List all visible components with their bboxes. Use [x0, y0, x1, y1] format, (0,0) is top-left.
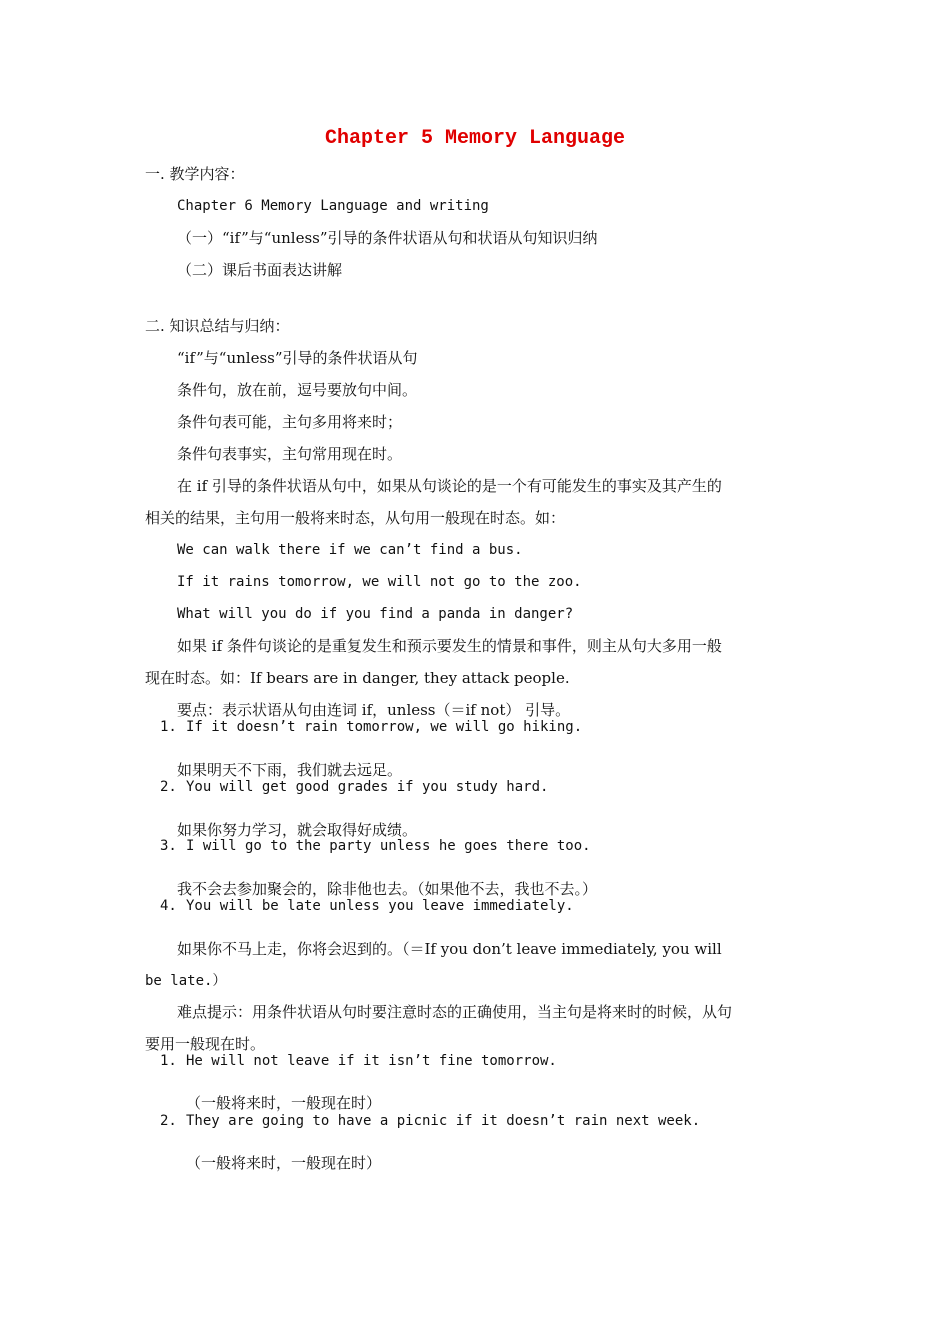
list1-number-4: 4.	[160, 898, 177, 914]
list2-chinese-1: （一般将来时，一般现在时）	[186, 1094, 382, 1112]
section2-heading: 二. 知识总结与归纳：	[145, 317, 290, 335]
list1-number-3: 3.	[160, 838, 177, 854]
section2-subtitle: “if”与“unless”引导的条件状语从句	[177, 349, 418, 367]
paragraph2-line-1: 如果 if 条件句谈论的是重复发生和预示要发生的情景和事件，则主从句大多用一般	[177, 637, 722, 655]
list1-chinese-3: 我不会去参加聚会的，除非他也去。（如果他不去，我也不去。）	[177, 880, 598, 898]
rhyme-line-3: 条件句表事实，主句常用现在时。	[177, 445, 403, 463]
list1-chinese-4: 如果你不马上走，你将会迟到的。（＝If you don’t leave immediately, you will	[177, 940, 722, 958]
keypoint: 要点：表示状语从句由连词 if，unless（＝if not） 引导。	[177, 701, 571, 719]
list1-english-1: If it doesn’t rain tomorrow, we will go hiking.	[186, 719, 583, 735]
list1-chinese-1: 如果明天不下雨，我们就去远足。	[177, 761, 403, 779]
list2-number-1: 1.	[160, 1053, 177, 1069]
list2-english-1: He will not leave if it isn’t fine tomorrow.	[186, 1053, 557, 1069]
paragraph1-line-2: 相关的结果，主句用一般将来时态，从句用一般现在时态。如：	[145, 509, 566, 527]
list1-english-4: You will be late unless you leave immediately.	[186, 898, 574, 914]
list2-chinese-2: （一般将来时，一般现在时）	[186, 1154, 382, 1172]
example-1: We can walk there if we can’t find a bus.	[177, 542, 523, 558]
example-3: What will you do if you find a panda in danger?	[177, 606, 574, 622]
rhyme-line-2: 条件句表可能，主句多用将来时；	[177, 413, 403, 431]
paragraph2-line-2: 现在时态。如：If bears are in danger, they attack people.	[145, 669, 570, 687]
page-title: Chapter 5 Memory Language	[324, 127, 626, 150]
list1-english-2: You will get good grades if you study hard.	[186, 779, 549, 795]
section1-line-1: Chapter 6 Memory Language and writing	[177, 198, 489, 214]
section1-line-3: （二）课后书面表达讲解	[177, 261, 343, 279]
section1-heading: 一. 教学内容：	[145, 165, 245, 183]
list1-chinese-2: 如果你努力学习，就会取得好成绩。	[177, 821, 418, 839]
rhyme-line-1: 条件句，放在前，逗号要放句中间。	[177, 381, 418, 399]
section1-line-2: （一）“if”与“unless”引导的条件状语从句和状语从句知识归纳	[177, 229, 598, 247]
example-2: If it rains tomorrow, we will not go to the zoo.	[177, 574, 582, 590]
difficulty-line-2: 要用一般现在时。	[145, 1035, 266, 1053]
list1-english-3: I will go to the party unless he goes there too.	[186, 838, 591, 854]
list1-number-1: 1.	[160, 719, 177, 735]
list1-number-2: 2.	[160, 779, 177, 795]
paragraph1-line-1: 在 if 引导的条件状语从句中，如果从句谈论的是一个有可能发生的事实及其产生的	[177, 477, 722, 495]
difficulty-line-1: 难点提示：用条件状语从句时要注意时态的正确使用，当主句是将来时的时候，从句	[177, 1003, 733, 1021]
list2-english-2: They are going to have a picnic if it doesn’t rain next week.	[186, 1113, 701, 1129]
list1-item4-continuation: be late.）	[145, 973, 227, 989]
list2-number-2: 2.	[160, 1113, 177, 1129]
